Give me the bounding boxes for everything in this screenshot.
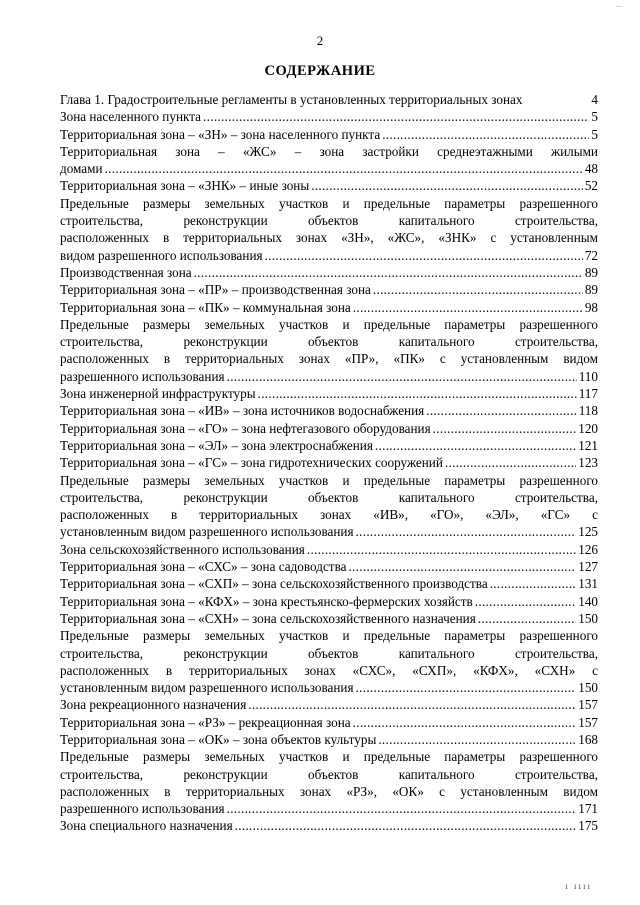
dot-leader [203,108,589,125]
toc-entry-text: Территориальная зона – «ИВ» – зона источников водоснабжения [60,403,425,419]
toc-entry-text: Территориальная зона – «ГО» – зона нефтегазового оборудования [60,420,431,436]
toc-entry-line: расположенных в территориальных зонах «ПР», «ПК» с установленным видом [60,351,598,367]
toc-entry[interactable] [60,696,598,713]
toc-entry-text: Территориальная зона – «СХС» – зона садоводства [60,559,347,575]
toc-entry-text: Территориальная зона – «КФХ» – зона крестьянско-фермерских хозяйств [60,593,473,609]
toc-page-number: 150 [578,680,598,696]
toc-entry-text: видом разрешенного использования [60,247,263,263]
toc-entry-text: установленным видом разрешенного использования [60,680,354,696]
dot-leader [248,696,576,713]
toc-page-number: 5 [591,109,598,125]
toc-page-number: 125 [578,524,598,540]
toc-page-number: 72 [584,247,598,263]
dot-leader [375,437,576,454]
toc-entry-last-line [60,610,598,627]
toc-entry-last-line [60,247,598,264]
toc-entry-text: Территориальная зона – «ПР» – производственная зона [60,282,371,298]
toc-entry-text: Зона специального назначения [60,818,233,834]
toc-entry-text: Зона рекреационного назначения [60,697,247,713]
toc-page-number: 98 [584,299,598,315]
toc-entry[interactable] [60,316,598,385]
toc-entry-text: Территориальная зона – «СХН» – зона сельскохозяйственного назначения [60,610,476,626]
toc-entry-text: Зона сельскохозяйственного использования [60,541,305,557]
dot-leader [433,420,577,437]
toc-entry-last-line [60,558,598,575]
toc-entry[interactable] [60,402,598,419]
toc-entry-line: расположенных в территориальных зонах «ИВ», «ГО», «ЭЛ», «ГС» с [60,507,598,523]
toc-entry[interactable] [60,177,598,194]
toc-page-number: 120 [578,420,598,436]
toc-entry-text: разрешенного использования [60,368,225,384]
toc-entry-last-line [60,454,598,471]
toc-page-number: 117 [578,386,598,402]
toc-entry-line: строительства, реконструкции объектов капитального строительства, [60,213,598,229]
toc-entry-last-line [60,108,598,125]
toc-page-number: 140 [578,593,598,609]
toc-entry-line: Предельные размеры земельных участков и предельные параметры разрешенного [60,195,598,211]
toc-entry[interactable] [60,610,598,627]
toc-entry[interactable] [60,91,598,108]
toc-entry-text: Территориальная зона – «ЗН» – зона населенного пункта [60,126,381,142]
toc-entry-last-line [60,177,598,194]
dot-leader [445,454,576,471]
toc-entry[interactable] [60,281,598,298]
dot-leader [307,541,576,558]
toc-entry-last-line [60,281,598,298]
toc-entry-last-line [60,696,598,713]
toc-entry-text: Территориальная зона – «ЭЛ» – зона электроснабжения [60,437,373,453]
toc-entry-last-line [60,437,598,454]
toc-entry-text: Территориальная зона – «ГС» – зона гидротехнических сооружений [60,455,443,471]
toc-entry-last-line [60,126,598,143]
toc-page-number: 131 [578,576,598,592]
toc-page-number: 123 [578,455,598,471]
toc-page-number: 48 [584,161,598,177]
toc-entry[interactable] [60,558,598,575]
page-title: СОДЕРЖАНИЕ [264,63,376,79]
toc-entry-line: Предельные размеры земельных участков и предельные параметры разрешенного [60,316,598,332]
dot-leader [373,281,583,298]
toc-entry-text: Территориальная зона – «СХП» – зона сельскохозяйственного производства [60,576,488,592]
toc-entry-line: расположенных в территориальных зонах «РЗ», «ОК» с установленным видом [60,783,598,799]
dot-leader [227,800,577,817]
toc-entry-text: Зона инженерной инфраструктуры [60,386,256,402]
dot-leader [382,126,589,143]
dot-leader [475,593,576,610]
toc-page-number: 52 [584,178,598,194]
toc-entry-text: разрешенного использования [60,801,225,817]
dot-leader [478,610,576,627]
toc-page-number: 126 [578,541,598,557]
toc-entry-last-line [60,368,598,385]
toc-entry-last-line [60,91,598,108]
toc-entry-line: строительства, реконструкции объектов капитального строительства, [60,334,598,350]
toc-entry-line: строительства, реконструкции объектов капитального строительства, [60,766,598,782]
toc-entry[interactable] [60,437,598,454]
toc-entry-last-line [60,523,598,540]
toc-page-number: 89 [584,264,598,280]
toc-page-number: 127 [578,559,598,575]
toc-entry-line: Предельные размеры земельных участков и предельные параметры разрешенного [60,472,598,488]
toc-entry-last-line [60,420,598,437]
toc-entry-last-line [60,731,598,748]
toc-entry-last-line [60,679,598,696]
dot-leader [235,817,577,834]
page-number: 2 [316,33,324,48]
toc-page-number: 4 [591,92,598,107]
toc-entry[interactable] [60,817,598,834]
corner-scan-mark: ... [616,0,622,9]
toc-entry[interactable] [60,748,598,817]
toc-entry-line: Предельные размеры земельных участков и предельные параметры разрешенного [60,628,598,644]
toc-entry-last-line [60,541,598,558]
toc-entry[interactable] [60,264,598,281]
toc-entry-last-line [60,593,598,610]
toc-entry[interactable] [60,420,598,437]
toc-entry[interactable] [60,714,598,731]
toc-entry[interactable] [60,108,598,125]
toc-entry-line: Территориальная зона – «ЖС» – зона застройки среднеэтажными жилыми [60,143,598,159]
toc-entry-line: строительства, реконструкции объектов капитального строительства, [60,645,598,661]
dot-leader [353,714,577,731]
toc-entry-last-line [60,264,598,281]
dot-leader [348,558,576,575]
toc-entry[interactable] [60,593,598,610]
toc-entry-text: Территориальная зона – «ЗНК» – иные зоны [60,178,310,194]
toc-entry[interactable] [60,731,598,748]
toc-entry-last-line [60,402,598,419]
toc-entry[interactable] [60,472,598,541]
dot-leader [426,402,576,419]
toc-page-number: 157 [578,697,598,713]
toc-entry[interactable] [60,454,598,471]
toc-entry-line: строительства, реконструкции объектов капитального строительства, [60,489,598,505]
dot-leader [227,368,577,385]
toc-page-number: 118 [578,403,598,419]
toc-entry-last-line [60,299,598,316]
dot-leader [490,575,577,592]
toc-entry[interactable] [60,385,598,402]
toc-page-number: 89 [584,282,598,298]
toc-entry-line: расположенных в территориальных зонах «СХС», «СХП», «КФХ», «СХН» с [60,662,598,678]
toc-page-number: 121 [578,437,598,453]
toc-entry[interactable] [60,541,598,558]
toc-page-number: 175 [578,818,598,834]
toc-entry-last-line [60,575,598,592]
toc-entry[interactable] [60,143,598,178]
toc-entry[interactable] [60,195,598,264]
dot-leader [105,160,583,177]
toc-entry[interactable] [60,575,598,592]
toc-entry-text: домами [60,161,103,177]
toc-entry-last-line [60,800,598,817]
toc-entry-text: установленным видом разрешенного использования [60,524,354,540]
toc-page-number: 168 [578,731,598,747]
toc-page-number: 5 [591,126,598,142]
table-of-contents [60,91,598,835]
toc-entry[interactable] [60,627,598,696]
footer-scan-mark: ı ıııı [565,881,592,891]
dot-leader [353,299,583,316]
toc-entry-text: Зона населенного пункта [60,109,202,125]
dot-leader [311,177,583,194]
dot-leader [356,679,577,696]
toc-page-number: 110 [578,368,598,384]
toc-entry-text: Производственная зона [60,264,192,280]
dot-leader [258,385,577,402]
toc-entry-last-line [60,385,598,402]
toc-entry-text: Территориальная зона – «ПК» – коммунальная зона [60,299,351,315]
toc-entry[interactable] [60,126,598,143]
toc-page-number: 171 [578,801,598,817]
toc-entry-last-line [60,714,598,731]
toc-entry-text: Глава 1. Градостроительные регламенты в установленных территориальных зонах [60,92,523,107]
toc-page-number: 150 [578,610,598,626]
dot-leader [194,264,583,281]
dot-leader [265,247,583,264]
dot-leader [378,731,576,748]
toc-entry-text: Территориальная зона – «РЗ» – рекреационная зона [60,714,351,730]
dot-leader [356,523,577,540]
toc-entry-line: Предельные размеры земельных участков и предельные параметры разрешенного [60,749,598,765]
toc-entry-last-line [60,160,598,177]
toc-entry[interactable] [60,299,598,316]
toc-page-number: 157 [578,714,598,730]
toc-entry-text: Территориальная зона – «ОК» – зона объектов культуры [60,731,377,747]
toc-entry-last-line [60,817,598,834]
toc-entry-line: расположенных в территориальных зонах «ЗН», «ЖС», «ЗНК» с установленным [60,230,598,246]
